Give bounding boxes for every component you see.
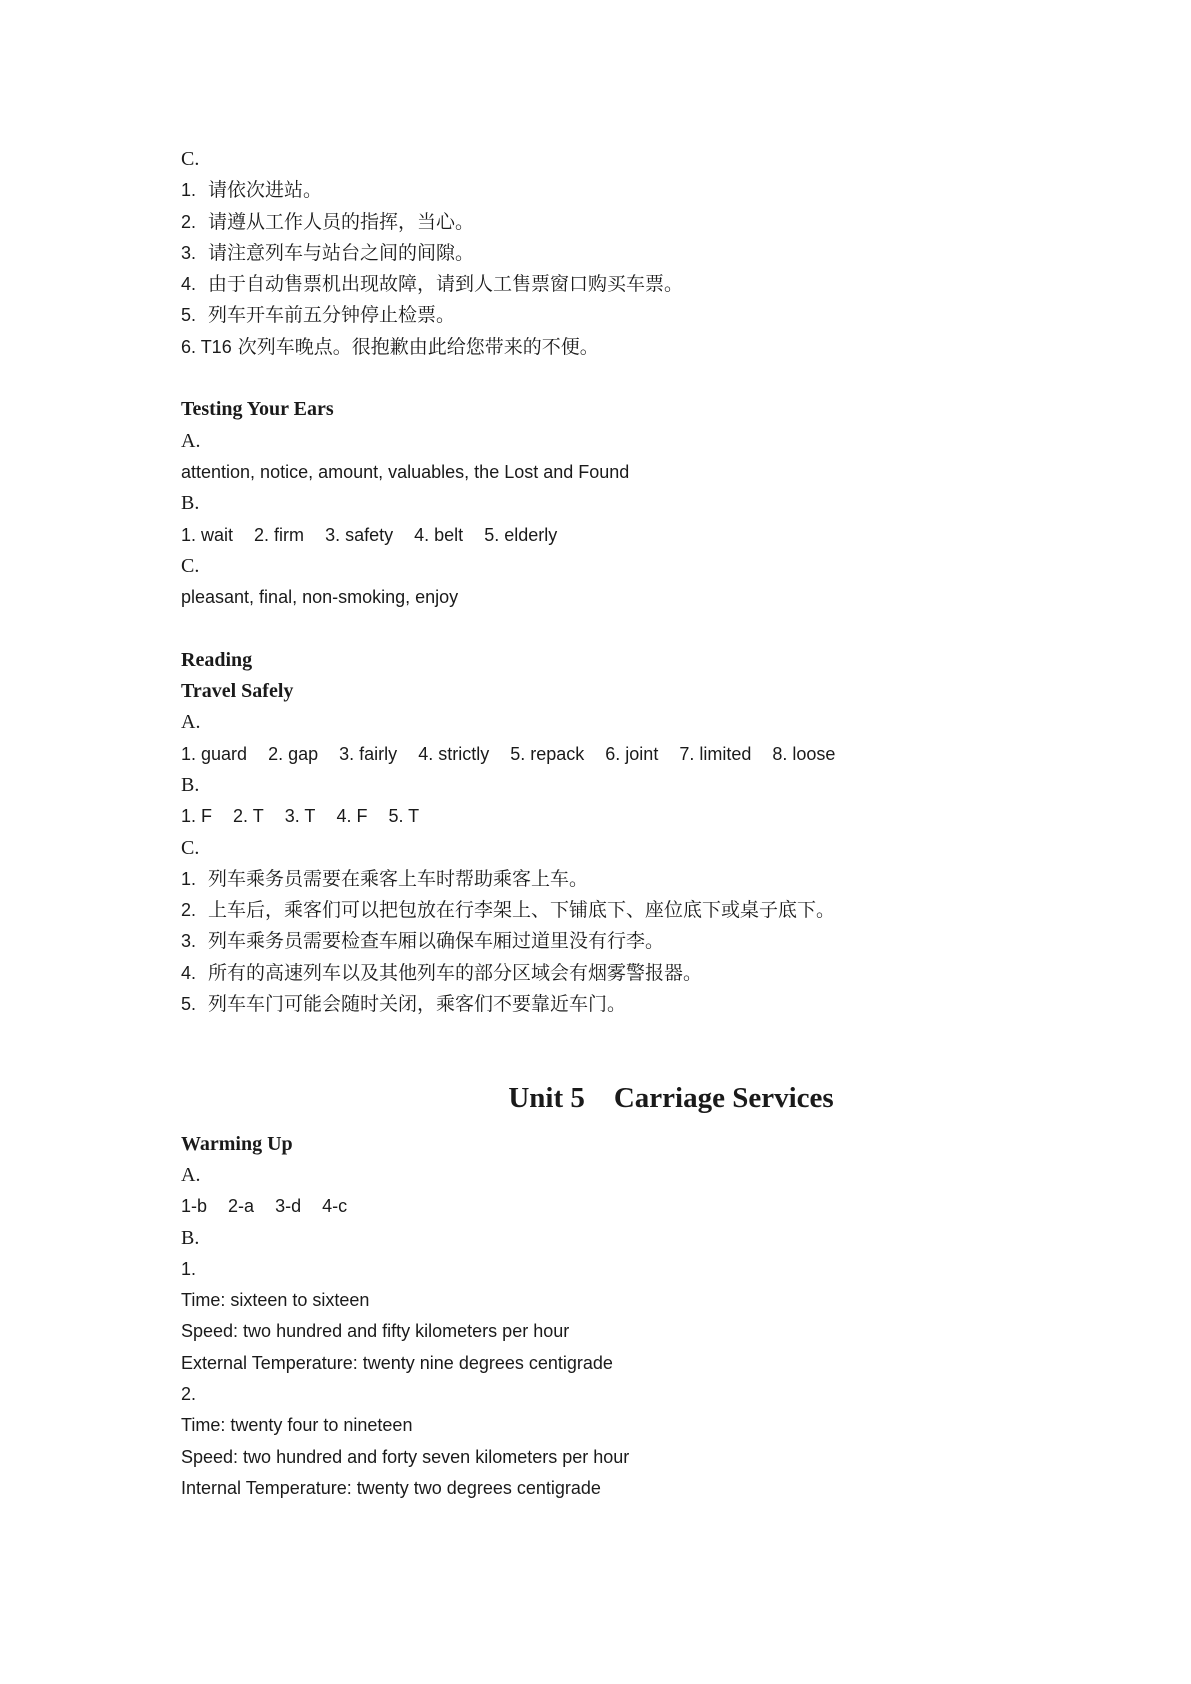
translation-item-3 bbox=[181, 926, 1081, 957]
item-text: 列车开车前五分钟停止检票。 bbox=[208, 304, 456, 327]
part-c-answer: pleasant, final, non-smoking, enjoy bbox=[181, 587, 459, 608]
answer-item: 5. T bbox=[388, 806, 420, 827]
document-page bbox=[181, 144, 1081, 1504]
item-text: 请注意列车与站台之间的间隙。 bbox=[208, 241, 475, 264]
item-1-time: Time: sixteen to sixteen bbox=[181, 1290, 370, 1311]
answer-item: 3-d bbox=[275, 1196, 302, 1217]
item-text: 所有的高速列车以及其他列车的部分区域会有烟雾警报器。 bbox=[208, 961, 703, 984]
part-c-label: C. bbox=[181, 836, 200, 859]
item-number: 4. bbox=[181, 962, 197, 983]
item-number: 6. T16 bbox=[181, 336, 232, 357]
item-number: 5. bbox=[181, 994, 197, 1015]
answer-item: 8. loose bbox=[772, 743, 836, 764]
answer-item: 4. strictly bbox=[418, 743, 490, 764]
answer-item: 1. guard bbox=[181, 743, 248, 764]
part-b-label: B. bbox=[181, 492, 200, 515]
answer-item: 1. F bbox=[181, 806, 213, 827]
section-heading-testing-your-ears: Testing Your Ears bbox=[181, 398, 334, 421]
item-text: 请遵从工作人员的指挥，当心。 bbox=[208, 210, 475, 233]
item-text: 上车后，乘客们可以把包放在行李架上、下铺底下、座位底下或桌子底下。 bbox=[208, 899, 836, 922]
item-number: 4. bbox=[181, 274, 197, 295]
translation-item-5 bbox=[181, 989, 1081, 1020]
part-a-label: A. bbox=[181, 429, 201, 452]
spacer bbox=[181, 613, 1081, 644]
part-c-label: C. bbox=[181, 554, 200, 577]
unit-title: Unit 5 Carriage Services bbox=[508, 1081, 834, 1114]
item-text: 次列车晚点。很抱歉由此给您带来的不便。 bbox=[231, 335, 599, 358]
translation-item-5 bbox=[181, 300, 1081, 331]
item-number: 2. bbox=[181, 211, 197, 232]
spacer bbox=[181, 1020, 1081, 1051]
item-number: 3. bbox=[181, 931, 197, 952]
item-2-temperature: Internal Temperature: twenty two degrees centigrade bbox=[181, 1477, 601, 1498]
translation-item-4 bbox=[181, 958, 1081, 989]
item-1-temperature: External Temperature: twenty nine degrees centigrade bbox=[181, 1352, 613, 1373]
item-2-speed: Speed: two hundred and forty seven kilometers per hour bbox=[181, 1446, 630, 1467]
answer-item: 1-b bbox=[181, 1196, 208, 1217]
answer-item: 3. safety bbox=[325, 524, 394, 545]
answer-item: 2. gap bbox=[268, 743, 319, 764]
part-a-label: A. bbox=[181, 711, 201, 734]
reading-subheading: Travel Safely bbox=[181, 680, 294, 703]
answer-item: 6. joint bbox=[605, 743, 659, 764]
section-c-label: C. bbox=[181, 148, 200, 170]
item-text: 请依次进站。 bbox=[208, 179, 323, 202]
part-a-answers bbox=[181, 1191, 1081, 1222]
answer-item: 1. wait bbox=[181, 524, 234, 545]
spacer bbox=[181, 363, 1081, 394]
item-text: 由于自动售票机出现故障，请到人工售票窗口购买车票。 bbox=[208, 273, 684, 296]
translation-item-2 bbox=[181, 207, 1081, 238]
item-text: 列车车门可能会随时关闭，乘客们不要靠近车门。 bbox=[208, 993, 627, 1016]
answer-item: 4. F bbox=[336, 806, 368, 827]
translation-item-3 bbox=[181, 238, 1081, 269]
item-text: 列车乘务员需要在乘客上车时帮助乘客上车。 bbox=[208, 867, 589, 890]
answer-item: 3. T bbox=[284, 806, 316, 827]
part-b-label: B. bbox=[181, 773, 200, 796]
section-heading-warming-up: Warming Up bbox=[181, 1132, 293, 1155]
answer-item: 2. firm bbox=[254, 524, 305, 545]
part-b-label: B. bbox=[181, 1226, 200, 1249]
answer-item: 5. repack bbox=[510, 743, 585, 764]
part-a-answers bbox=[181, 739, 1081, 770]
item-number: 1. bbox=[181, 868, 197, 889]
translation-item-4 bbox=[181, 269, 1081, 300]
translation-item-6 bbox=[181, 332, 1081, 363]
item-number: 5. bbox=[181, 305, 197, 326]
answer-item: 4. belt bbox=[414, 524, 464, 545]
answer-item: 2-a bbox=[228, 1196, 255, 1217]
item-2-time: Time: twenty four to nineteen bbox=[181, 1415, 413, 1436]
item-2-label: 2. bbox=[181, 1383, 197, 1404]
item-text: 列车乘务员需要检查车厢以确保车厢过道里没有行李。 bbox=[208, 930, 665, 953]
item-number: 3. bbox=[181, 242, 197, 263]
item-1-label: 1. bbox=[181, 1258, 197, 1279]
answer-item: 3. fairly bbox=[339, 743, 398, 764]
item-1-speed: Speed: two hundred and fifty kilometers per hour bbox=[181, 1321, 570, 1342]
answer-item: 7. limited bbox=[679, 743, 752, 764]
item-number: 2. bbox=[181, 900, 197, 921]
part-a-answer: attention, notice, amount, valuables, the Lost and Found bbox=[181, 461, 630, 482]
item-number: 1. bbox=[181, 180, 197, 201]
part-b-answers bbox=[181, 801, 1081, 832]
part-a-label: A. bbox=[181, 1163, 201, 1186]
section-heading-reading: Reading bbox=[181, 648, 253, 671]
translation-item-2 bbox=[181, 895, 1081, 926]
answer-item: 5. elderly bbox=[484, 524, 558, 545]
answer-item: 4-c bbox=[322, 1196, 348, 1217]
answer-item: 2. T bbox=[233, 806, 264, 827]
translation-item-1 bbox=[181, 864, 1081, 895]
translation-item-1 bbox=[181, 175, 1081, 206]
part-b-answers bbox=[181, 520, 1081, 551]
